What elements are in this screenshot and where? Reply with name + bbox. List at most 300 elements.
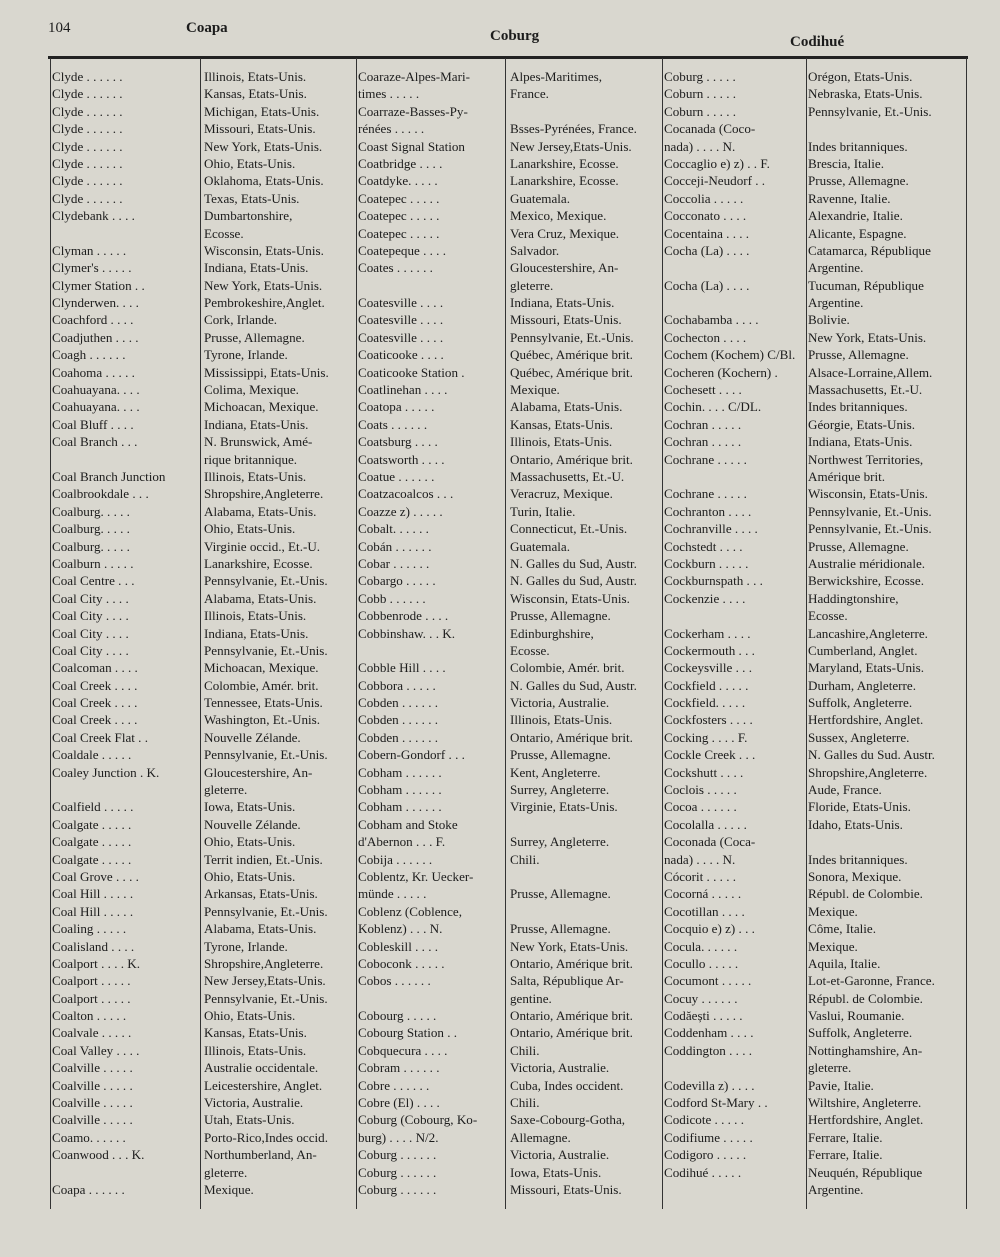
column-3 [664,68,973,1198]
place-location [508,103,670,120]
place-location: Tyrone, Irlande. [204,938,288,954]
gazetteer-entry [664,451,973,468]
gazetteer-entry [52,1181,359,1198]
place-location: Ravenne, Italie. [808,190,891,206]
gazetteer-entry [52,625,359,642]
place-location: Argentine. [808,1182,864,1197]
place-name: Cobalt. . . . . . [358,521,429,537]
gazetteer-entry [52,938,359,955]
place-location: Michoacan, Mexique. [204,399,319,415]
place-name: Codigoro . . . . . [664,1147,747,1163]
place-name: Coburn . . . . . [664,103,737,119]
place-name: Cobden . . . . . . [358,712,439,728]
gazetteer-entry [52,468,359,485]
gazetteer-entry [664,1146,973,1163]
place-name: Clyde . . . . . . [52,86,123,102]
place-name: Coal City . . . . [52,642,129,658]
place-location: Victoria, Australie. [510,1060,610,1076]
gazetteer-entry [664,1059,973,1076]
gazetteer-entry [52,155,359,172]
place-name [664,1181,806,1198]
place-location: Wiltshire, Angleterre. [808,1095,922,1111]
place-name: Coaraze-Alpes-Mari- [358,69,470,84]
place-name: Clyde . . . . . . [52,138,123,154]
place-name: Coatepec . . . . . [358,190,440,206]
place-name: Coatopa . . . . . [358,399,435,415]
place-location: Chili. [510,1042,540,1058]
place-location: Massachusetts, Et.-U. [808,382,923,398]
gazetteer-entry [52,781,359,798]
gazetteer-entry [664,990,973,1007]
place-name: nada) . . . . N. [664,851,736,867]
column-2 [358,68,670,1198]
place-name: Codevilla z) . . . . [664,1077,755,1093]
place-location: gleterre. [510,277,554,293]
place-name: Coal Centre . . . [52,573,135,589]
place-location: Australie méridionale. [808,555,926,571]
gazetteer-entry [358,851,670,868]
gazetteer-entry [358,364,670,381]
place-location: Alexandrie, Italie. [808,208,903,224]
place-location: Arkansas, Etats-Unis. [204,886,318,902]
gazetteer-entry [358,155,670,172]
place-location: Tyrone, Irlande. [204,347,288,363]
place-name: Cochin. . . . C/DL. [664,399,762,415]
place-location: Turin, Italie. [510,503,576,519]
place-name: Coadjuthen . . . . [52,329,139,345]
place-location: Vaslui, Roumanie. [808,1008,905,1024]
gazetteer-entry [664,1129,973,1146]
gazetteer-entry [52,120,359,137]
place-location: Kansas, Etats-Unis. [204,1025,307,1041]
place-location: Ecosse. [510,642,550,658]
gazetteer-entry [52,903,359,920]
gazetteer-entry [358,642,670,659]
gazetteer-entry [358,259,670,276]
place-location: Tennessee, Etats-Unis. [204,695,323,711]
place-name: Cockenzie . . . . [664,590,746,606]
place-location: Orégon, Etats-Unis. [808,69,913,84]
place-name: Coal Branch Junction [52,468,166,484]
place-location: Oklahoma, Etats-Unis. [204,173,324,189]
place-name: Coblentz, Kr. Uecker- [358,868,474,884]
gazetteer-entry [52,555,359,572]
place-location: Illinois, Etats-Unis. [510,434,613,450]
place-location: Indiana, Etats-Unis. [204,260,309,276]
place-location: Pennsylvanie, Et.-Unis. [808,103,932,119]
gazetteer-entry [52,485,359,502]
gazetteer-entry [52,990,359,1007]
place-name: Coal Creek . . . . [52,712,138,728]
gazetteer-entry [664,138,973,155]
place-location [508,868,670,885]
place-location: Nouvelle Zélande. [204,816,301,832]
place-location: Ontario, Amérique brit. [510,955,633,971]
gazetteer-entry [358,677,670,694]
gazetteer-entry [358,1111,670,1128]
place-name: Coatsworth . . . . [358,451,445,467]
gazetteer-entry [358,1129,670,1146]
place-name: Cobram . . . . . . [358,1060,440,1076]
place-location: Ecosse. [808,608,848,624]
gazetteer-entry [52,677,359,694]
gazetteer-entry [664,572,973,589]
place-name: Cobham . . . . . . [358,764,442,780]
place-name: Coates . . . . . . [358,260,433,276]
place-name: münde . . . . . [358,886,427,902]
gazetteer-entry [664,972,973,989]
gazetteer-entry [52,1129,359,1146]
gazetteer-entry [358,503,670,520]
place-name: Coalport . . . . K. [52,955,141,971]
place-name: Cobham . . . . . . [358,782,442,798]
gazetteer-entry [52,190,359,207]
place-location: Michigan, Etats-Unis. [204,103,320,119]
place-name: Cobble Hill . . . . [358,660,446,676]
place-location: Mexique. [808,903,858,919]
place-location: Prusse, Allemagne. [808,347,909,363]
place-name: Coal Creek . . . . [52,677,138,693]
place-name: Coatlinehan . . . . [358,382,448,398]
gazetteer-entry [664,398,973,415]
place-name [358,990,508,1007]
place-location: Utah, Etats-Unis. [204,1112,295,1128]
place-location: Prusse, Allemagne. [510,921,611,937]
place-name: Coal Hill . . . . . [52,886,134,902]
gazetteer-entry [664,1164,973,1181]
gazetteer-entry [358,138,670,155]
gazetteer-entry [664,225,973,242]
place-name: Coahuayana. . . . [52,382,140,398]
place-name: Coal City . . . . [52,590,129,606]
gazetteer-entry [664,555,973,572]
place-location: Aquila, Italie. [808,955,881,971]
place-name: Coatepeque . . . . [358,242,446,258]
place-location: Missouri, Etats-Unis. [510,312,622,328]
place-location: Lanarkshire, Ecosse. [204,555,313,571]
place-name: Cobbinshaw. . . K. [358,625,455,641]
place-location: Indiana, Etats-Unis. [204,416,309,432]
place-location: Gloucestershire, An- [510,260,619,276]
place-location: Virginie, Etats-Unis. [510,799,618,815]
gazetteer-entry [664,468,973,485]
gazetteer-entry [358,607,670,624]
gazetteer-entry [358,1146,670,1163]
gazetteer-entry [664,1181,973,1198]
gazetteer-entry [358,225,670,242]
place-location: Républ. de Colombie. [808,990,923,1006]
place-location: Ohio, Etats-Unis. [204,521,296,537]
place-name: Coatepec . . . . . [358,208,440,224]
place-location: Alsace-Lorraine,Allem. [808,364,933,380]
gazetteer-entry [664,329,973,346]
gazetteer-entry [52,68,359,85]
place-location: Indiana, Etats-Unis. [204,625,309,641]
gazetteer-entry [358,468,670,485]
place-location: Bolivie. [808,312,850,328]
place-location [806,833,973,850]
place-name: Coalburg. . . . . [52,521,130,537]
gazetteer-entry [52,590,359,607]
place-name [664,294,806,311]
gazetteer-entry [664,920,973,937]
place-name: Coal City . . . . [52,625,129,641]
place-name: Codicote . . . . . [664,1112,745,1128]
place-name: Cocanada (Coco- [664,121,756,137]
place-name [52,225,202,242]
place-name: rénées . . . . . [358,121,425,137]
place-name: Coatepec . . . . . [358,225,440,241]
gazetteer-entry [52,381,359,398]
column-divider [50,58,51,1209]
gazetteer-entry [52,972,359,989]
place-location: Northwest Territories, [808,451,924,467]
place-location: Catamarca, République [808,242,931,258]
place-name: Coal City . . . . [52,608,129,624]
place-location: Ferrare, Italie. [808,1129,883,1145]
place-location: Illinois, Etats-Unis. [204,1042,307,1058]
header-center: Coburg [490,28,540,44]
gazetteer-entry [358,833,670,850]
place-name: Coalville . . . . . [52,1077,133,1093]
gazetteer-entry [52,572,359,589]
place-location: Ohio, Etats-Unis. [204,834,296,850]
place-location: Chili. [510,851,540,867]
gazetteer-entry [52,833,359,850]
gazetteer-entry [358,294,670,311]
place-location: Chili. [510,1095,540,1111]
gazetteer-entry [664,1024,973,1041]
place-location: Côme, Italie. [808,921,876,937]
gazetteer-entry [52,538,359,555]
place-location: Alabama, Etats-Unis. [204,921,317,937]
place-location: Colima, Mexique. [204,382,299,398]
header-left: Coapa [186,20,228,36]
place-location: Wisconsin, Etats-Unis. [204,242,324,258]
place-name: Coahoma . . . . . [52,364,135,380]
place-name: Coaling . . . . . [52,921,127,937]
place-location: Ontario, Amérique brit. [510,451,633,467]
place-name: Cockfield . . . . . [664,677,749,693]
gazetteer-entry [358,659,670,676]
place-location: New Jersey,Etats-Unis. [204,973,326,989]
gazetteer-entry [358,329,670,346]
gazetteer-entry [52,729,359,746]
place-location: Surrey, Angleterre. [510,834,610,850]
place-name: d'Abernon . . . F. [358,834,446,850]
place-name: Coblenz (Coblence, [358,903,462,919]
gazetteer-entry [664,885,973,902]
gazetteer-entry [358,1181,670,1198]
gazetteer-entry [358,729,670,746]
gazetteer-entry [664,938,973,955]
gazetteer-entry [664,868,973,885]
place-name: Cochrane . . . . . [664,486,747,502]
place-location: Veracruz, Mexique. [510,486,613,502]
gazetteer-entry [52,242,359,259]
place-location: gentine. [510,990,552,1006]
place-location: Québec, Amérique brit. [510,347,633,363]
gazetteer-entry [358,781,670,798]
place-name: Cockshutt . . . . [664,764,744,780]
place-location: Pennsylvanie, Et.-Unis. [204,573,328,589]
place-location: N. Galles du Sud, Austr. [510,677,637,693]
place-location: Illinois, Etats-Unis. [204,608,307,624]
place-location: Victoria, Australie. [510,695,610,711]
gazetteer-entry [358,85,670,102]
place-name: Cobbora . . . . . [358,677,436,693]
place-name: Coburg (Cobourg, Ko- [358,1112,478,1128]
place-name: Coddington . . . . [664,1042,753,1058]
gazetteer-entry [52,1042,359,1059]
gazetteer-entry [52,85,359,102]
gazetteer-entry [358,416,670,433]
place-name: Coal Hill . . . . . [52,903,134,919]
place-location: Cuba, Indes occident. [510,1077,624,1093]
gazetteer-entry [664,364,973,381]
place-name: Cobham . . . . . . [358,799,442,815]
gazetteer-entry [52,711,359,728]
place-name: Coal Creek Flat . . [52,729,149,745]
gazetteer-entry [664,172,973,189]
gazetteer-entry [664,955,973,972]
place-name: Coalfield . . . . . [52,799,134,815]
gazetteer-entry [52,816,359,833]
place-name: Cobham and Stoke [358,816,458,832]
place-location: Shropshire,Angleterre. [204,955,324,971]
place-location: Pennsylvanie, Et.-Unis. [808,521,932,537]
column-1 [52,68,359,1198]
gazetteer-entry [358,625,670,642]
place-name: Coburn . . . . . [664,86,737,102]
place-name [52,1164,202,1181]
gazetteer-entry [664,1077,973,1094]
place-location: Indes britanniques. [808,138,908,154]
place-name: Cócorit . . . . . [664,868,737,884]
gazetteer-entry [52,277,359,294]
place-name: Clyman . . . . . [52,242,127,258]
gazetteer-entry [664,764,973,781]
place-name: Cocolalla . . . . . [664,816,747,832]
place-name: Cobos . . . . . . [358,973,431,989]
place-name: Clydebank . . . . [52,208,135,224]
gazetteer-entry [358,485,670,502]
gazetteer-entry [664,416,973,433]
place-location: Texas, Etats-Unis. [204,190,300,206]
place-name: Cochran . . . . . [664,434,742,450]
place-location: Indes britanniques. [808,399,908,415]
gazetteer-entry [664,520,973,537]
place-location: Pennsylvanie, Et.-Unis. [204,747,328,763]
gazetteer-entry [358,1024,670,1041]
gazetteer-entry [664,311,973,328]
place-location: Iowa, Etats-Unis. [510,1164,602,1180]
place-location: Cumberland, Anglet. [808,642,918,658]
place-name: Cochstedt . . . . [664,538,743,554]
gazetteer-entry [358,816,670,833]
place-location: Indes britanniques. [808,851,908,867]
gazetteer-entry [52,1024,359,1041]
place-location: Guatemala. [510,538,570,554]
place-location: Lanarkshire, Ecosse. [510,173,619,189]
place-name: Codford St-Mary . . [664,1095,768,1111]
gazetteer-entry [664,816,973,833]
gazetteer-entry [52,920,359,937]
place-name: burg) . . . . N/2. [358,1129,439,1145]
place-location: Illinois, Etats-Unis. [204,69,307,84]
place-location: Lancashire,Angleterre. [808,625,928,641]
place-name: Coalville . . . . . [52,1095,133,1111]
gazetteer-entry [52,607,359,624]
gazetteer-entry [358,68,670,85]
place-name: Cobden . . . . . . [358,695,439,711]
place-location: Idaho, Etats-Unis. [808,816,903,832]
gazetteer-entry [664,381,973,398]
gazetteer-entry [52,1164,359,1181]
place-name: Cocconato . . . . [664,208,747,224]
place-location [508,903,670,920]
place-location: Alabama, Etats-Unis. [204,590,317,606]
place-location: Floride, Etats-Unis. [808,799,911,815]
place-location: New Jersey,Etats-Unis. [510,138,632,154]
gazetteer-entry [52,1094,359,1111]
place-location: Alpes-Maritimes, [510,69,603,84]
gazetteer-entry [664,625,973,642]
gazetteer-entry [52,294,359,311]
gazetteer-entry [664,155,973,172]
place-name: Cobquecura . . . . [358,1042,448,1058]
place-location: Aude, France. [808,782,882,798]
gazetteer-entry [664,485,973,502]
place-name: Clyde . . . . . . [52,103,123,119]
place-location: gleterre. [204,782,248,798]
gazetteer-entry [664,259,973,276]
gazetteer-entry [358,172,670,189]
place-name: Cockfosters . . . . [664,712,753,728]
place-name: Cocha (La) . . . . [664,277,750,293]
gazetteer-entry [664,294,973,311]
place-location: Surrey, Angleterre. [510,782,610,798]
place-location: Pennsylvanie, Et.-Unis. [808,503,932,519]
place-name: Coclois . . . . . [664,782,737,798]
place-location: Alabama, Etats-Unis. [204,503,317,519]
place-location: Illinois, Etats-Unis. [510,712,613,728]
place-location: Saxe-Cobourg-Gotha, [510,1112,626,1128]
gazetteer-entry [664,346,973,363]
gazetteer-entry [52,346,359,363]
gazetteer-entry [358,398,670,415]
place-location: Alabama, Etats-Unis. [510,399,623,415]
gazetteer-entry [664,85,973,102]
gazetteer-entry [358,120,670,137]
gazetteer-entry [52,1059,359,1076]
place-name: Coalton . . . . . [52,1008,127,1024]
place-name: Cocotillan . . . . [664,903,745,919]
place-name: Cochecton . . . . [664,329,747,345]
place-name: Coahuayana. . . . [52,399,140,415]
place-name: Coatesville . . . . [358,329,444,345]
place-location: Colombie, Amér. brit. [204,677,319,693]
place-name: Coal Grove . . . . [52,868,139,884]
place-location: Salvador. [510,242,560,258]
place-location: Territ indien, Et.-Unis. [204,851,323,867]
gazetteer-entry [358,1042,670,1059]
place-name: Cobre (El) . . . . [358,1095,440,1111]
place-location: Pennsylvanie, Et.-Unis. [204,903,328,919]
place-name: Cocceji-Neudorf . . [664,173,766,189]
gazetteer-entry [358,1077,670,1094]
place-name [52,451,202,468]
